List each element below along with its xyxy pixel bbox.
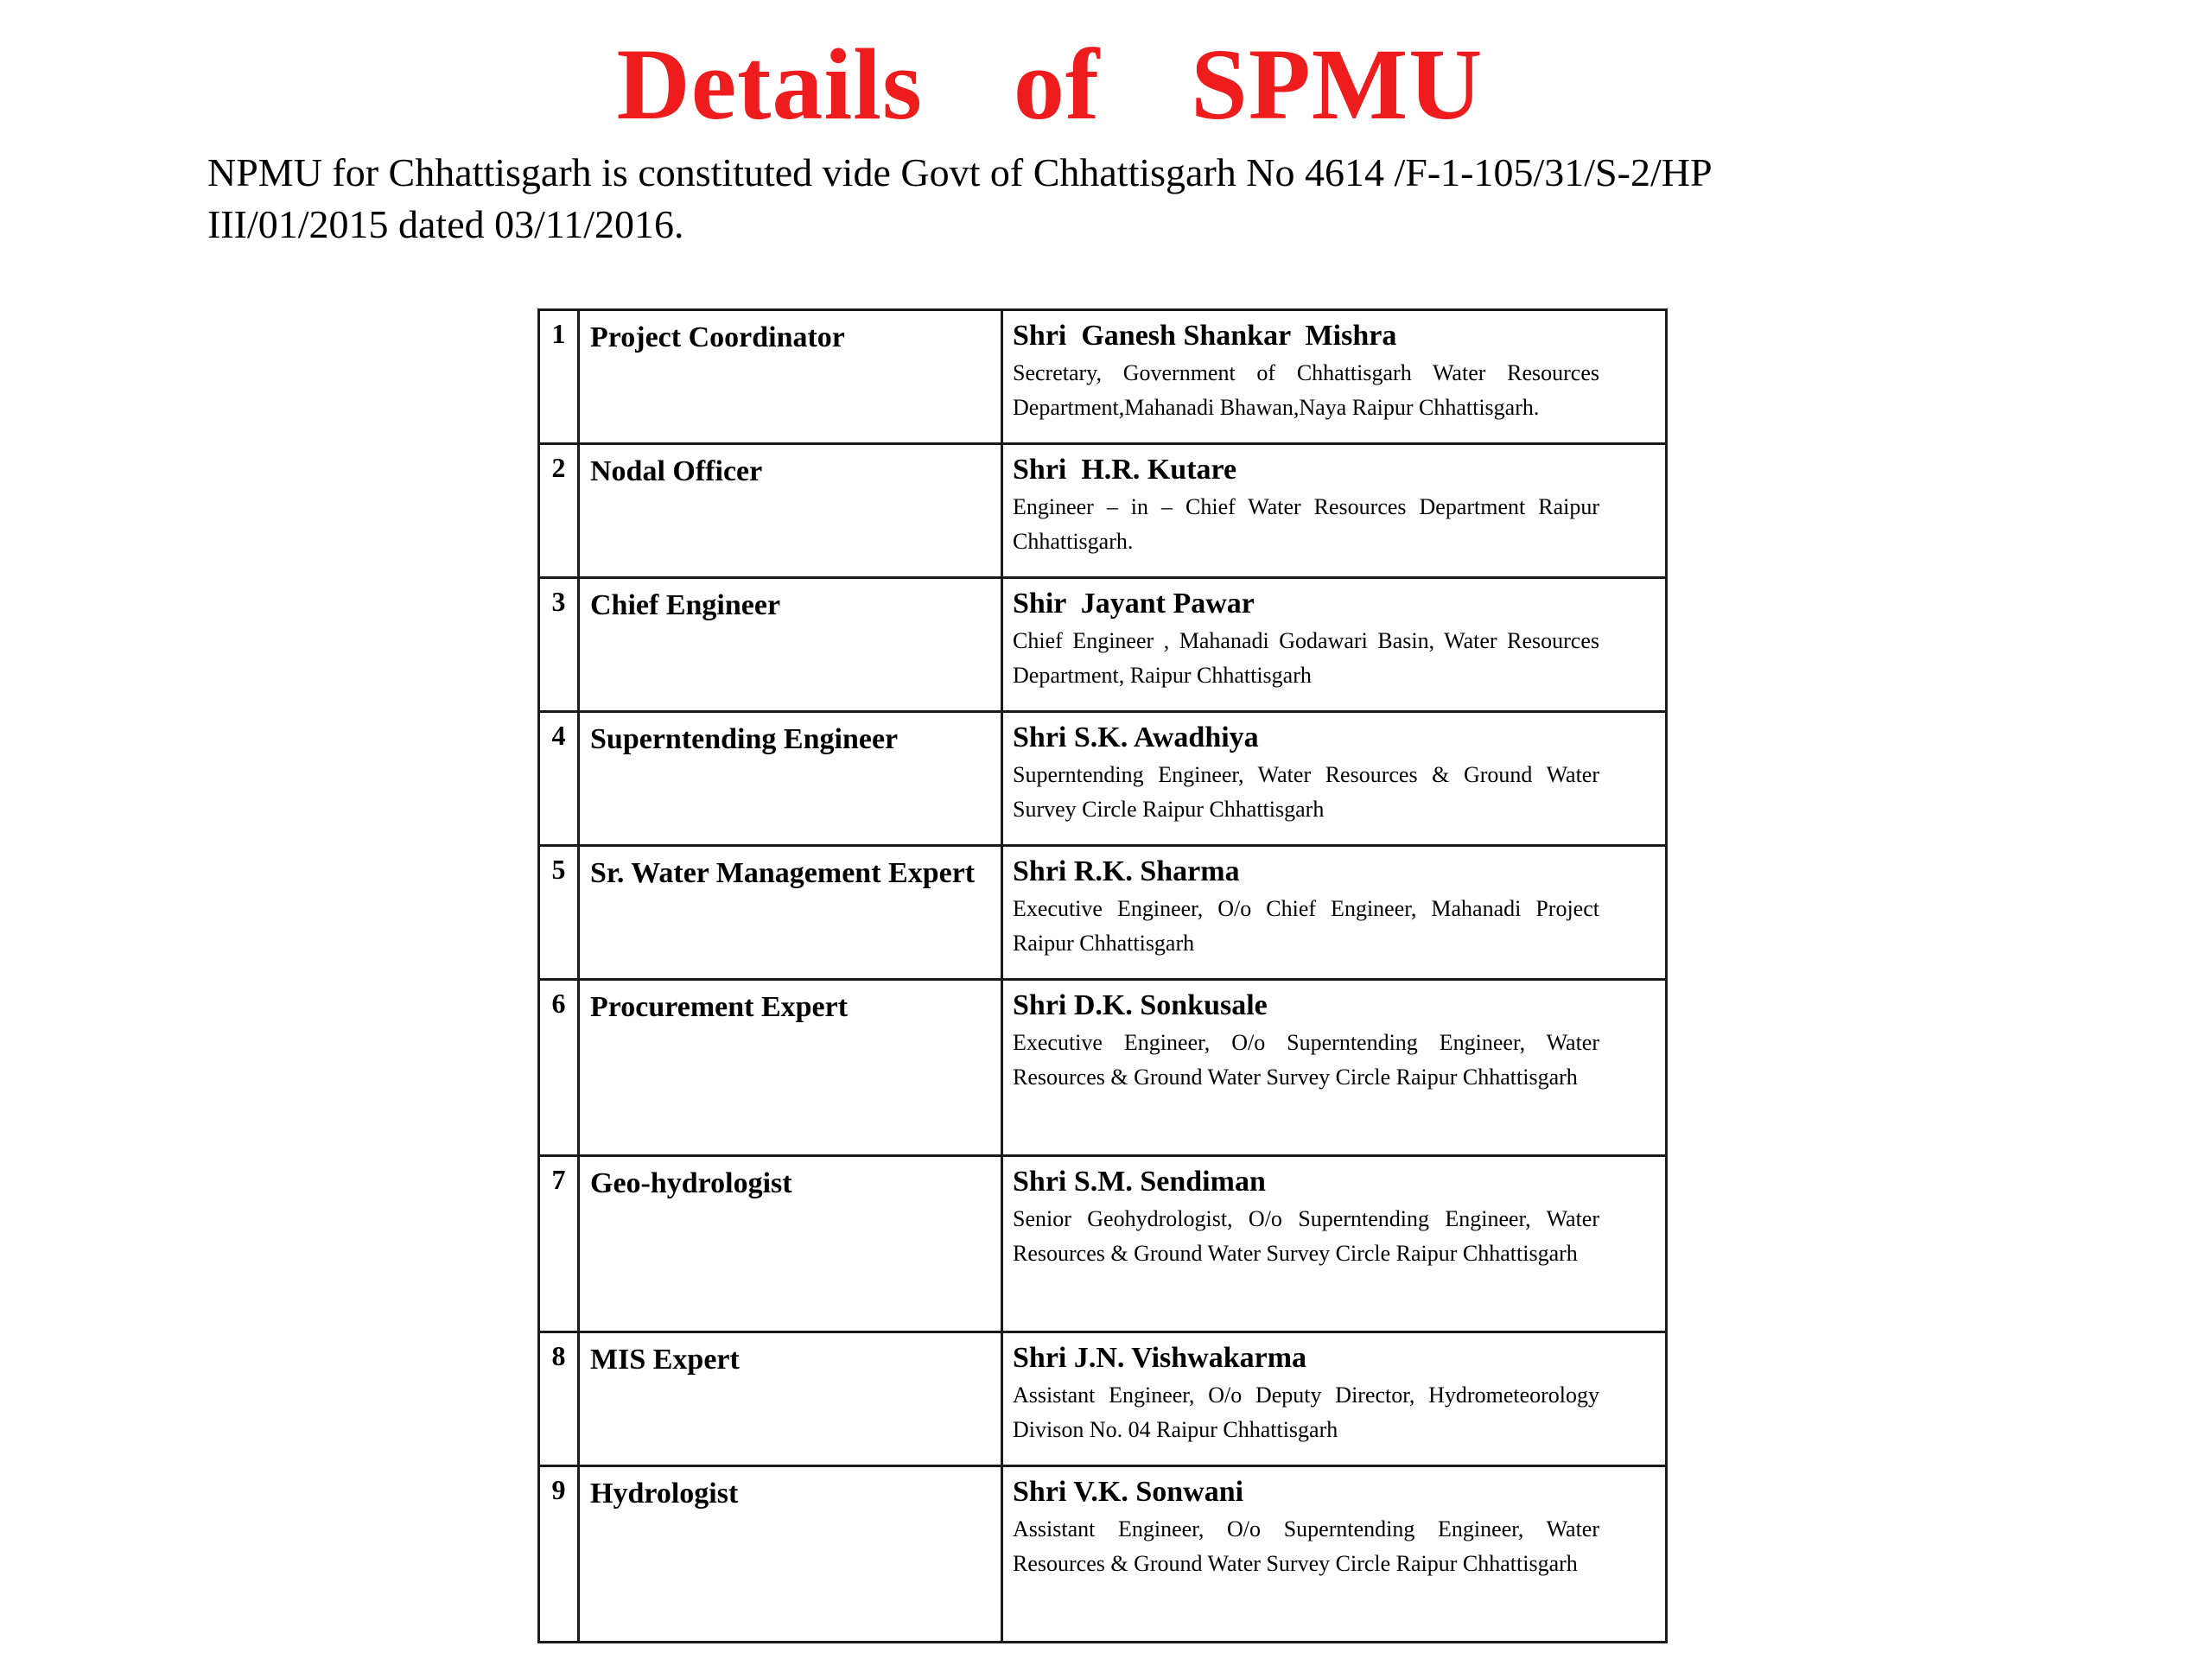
role-cell: Chief Engineer bbox=[579, 578, 1002, 712]
person-name: Shri S.K. Awadhiya bbox=[1013, 721, 1259, 753]
table-row bbox=[539, 578, 1667, 712]
spmu-members-table bbox=[537, 308, 1668, 1643]
person-designation: Executive Engineer, O/o Superntending Engineer, Water Resources & Ground Water Survey Circle Raipur Chhattisgarh bbox=[1013, 1030, 1599, 1090]
person-name: Shir Jayant Pawar bbox=[1013, 588, 1255, 620]
row-number: 5 bbox=[539, 846, 579, 980]
row-number: 6 bbox=[539, 980, 579, 1156]
person-name: Shri D.K. Sonkusale bbox=[1013, 989, 1268, 1021]
role-cell: Project Coordinator bbox=[579, 310, 1002, 444]
page-title: Details of SPMU bbox=[616, 28, 1484, 141]
person-designation: Executive Engineer, O/o Chief Engineer, Mahanadi Project Raipur Chhattisgarh bbox=[1013, 896, 1599, 956]
row-number: 8 bbox=[539, 1332, 579, 1466]
table-row bbox=[539, 980, 1667, 1156]
row-number: 7 bbox=[539, 1156, 579, 1332]
role-cell: Nodal Officer bbox=[579, 444, 1002, 578]
person-name: Shri H.R. Kutare bbox=[1013, 454, 1237, 486]
role-cell: MIS Expert bbox=[579, 1332, 1002, 1466]
row-number: 9 bbox=[539, 1466, 579, 1643]
role-cell: Geo-hydrologist bbox=[579, 1156, 1002, 1332]
intro-line-2: III/01/2015 dated 03/11/2016. bbox=[207, 202, 684, 246]
person-cell bbox=[1002, 846, 1667, 980]
person-name: Shri S.M. Sendiman bbox=[1013, 1166, 1266, 1198]
person-designation: Engineer – in – Chief Water Resources Department Raipur Chhattisgarh. bbox=[1013, 494, 1599, 554]
person-designation: Chief Engineer , Mahanadi Godawari Basin, Water Resources Department, Raipur Chhattisgarh bbox=[1013, 628, 1599, 688]
table-row bbox=[539, 1466, 1667, 1643]
row-number: 1 bbox=[539, 310, 579, 444]
person-cell bbox=[1002, 578, 1667, 712]
person-cell bbox=[1002, 444, 1667, 578]
intro-paragraph bbox=[207, 147, 1936, 251]
person-designation: Secretary, Government of Chhattisgarh Water Resources Department,Mahanadi Bhawan,Naya Raipur Chhattisgarh. bbox=[1013, 360, 1599, 420]
person-name: Shri R.K. Sharma bbox=[1013, 855, 1240, 887]
row-number: 4 bbox=[539, 712, 579, 846]
table-row bbox=[539, 846, 1667, 980]
row-number: 3 bbox=[539, 578, 579, 712]
table-row bbox=[539, 310, 1667, 444]
person-designation: Assistant Engineer, O/o Superntending Engineer, Water Resources & Ground Water Survey Circle Raipur Chhattisgarh bbox=[1013, 1516, 1599, 1576]
table-row bbox=[539, 1156, 1667, 1332]
person-cell bbox=[1002, 1466, 1667, 1643]
row-number: 2 bbox=[539, 444, 579, 578]
person-name: Shri V.K. Sonwani bbox=[1013, 1476, 1244, 1508]
person-cell bbox=[1002, 310, 1667, 444]
table-row bbox=[539, 1332, 1667, 1466]
role-cell: Procurement Expert bbox=[579, 980, 1002, 1156]
intro-line-1: NPMU for Chhattisgarh is constituted vide Govt of Chhattisgarh No 4614 /F-1-105/31/S-2/HP bbox=[207, 150, 1713, 194]
person-designation: Assistant Engineer, O/o Deputy Director, Hydrometeorology Divison No. 04 Raipur Chhattisgarh bbox=[1013, 1382, 1599, 1442]
person-designation: Superntending Engineer, Water Resources & Ground Water Survey Circle Raipur Chhattisgarh bbox=[1013, 762, 1599, 822]
table-row bbox=[539, 444, 1667, 578]
role-cell: Hydrologist bbox=[579, 1466, 1002, 1643]
person-cell bbox=[1002, 712, 1667, 846]
person-name: Shri J.N. Vishwakarma bbox=[1013, 1342, 1307, 1374]
role-cell: Superntending Engineer bbox=[579, 712, 1002, 846]
table-row bbox=[539, 712, 1667, 846]
role-cell: Sr. Water Management Expert bbox=[579, 846, 1002, 980]
person-cell bbox=[1002, 1332, 1667, 1466]
person-cell bbox=[1002, 980, 1667, 1156]
person-name: Shri Ganesh Shankar Mishra bbox=[1013, 320, 1397, 352]
person-designation: Senior Geohydrologist, O/o Superntending Engineer, Water Resources & Ground Water Survey Circle Raipur Chhattisgarh bbox=[1013, 1206, 1599, 1266]
person-cell bbox=[1002, 1156, 1667, 1332]
